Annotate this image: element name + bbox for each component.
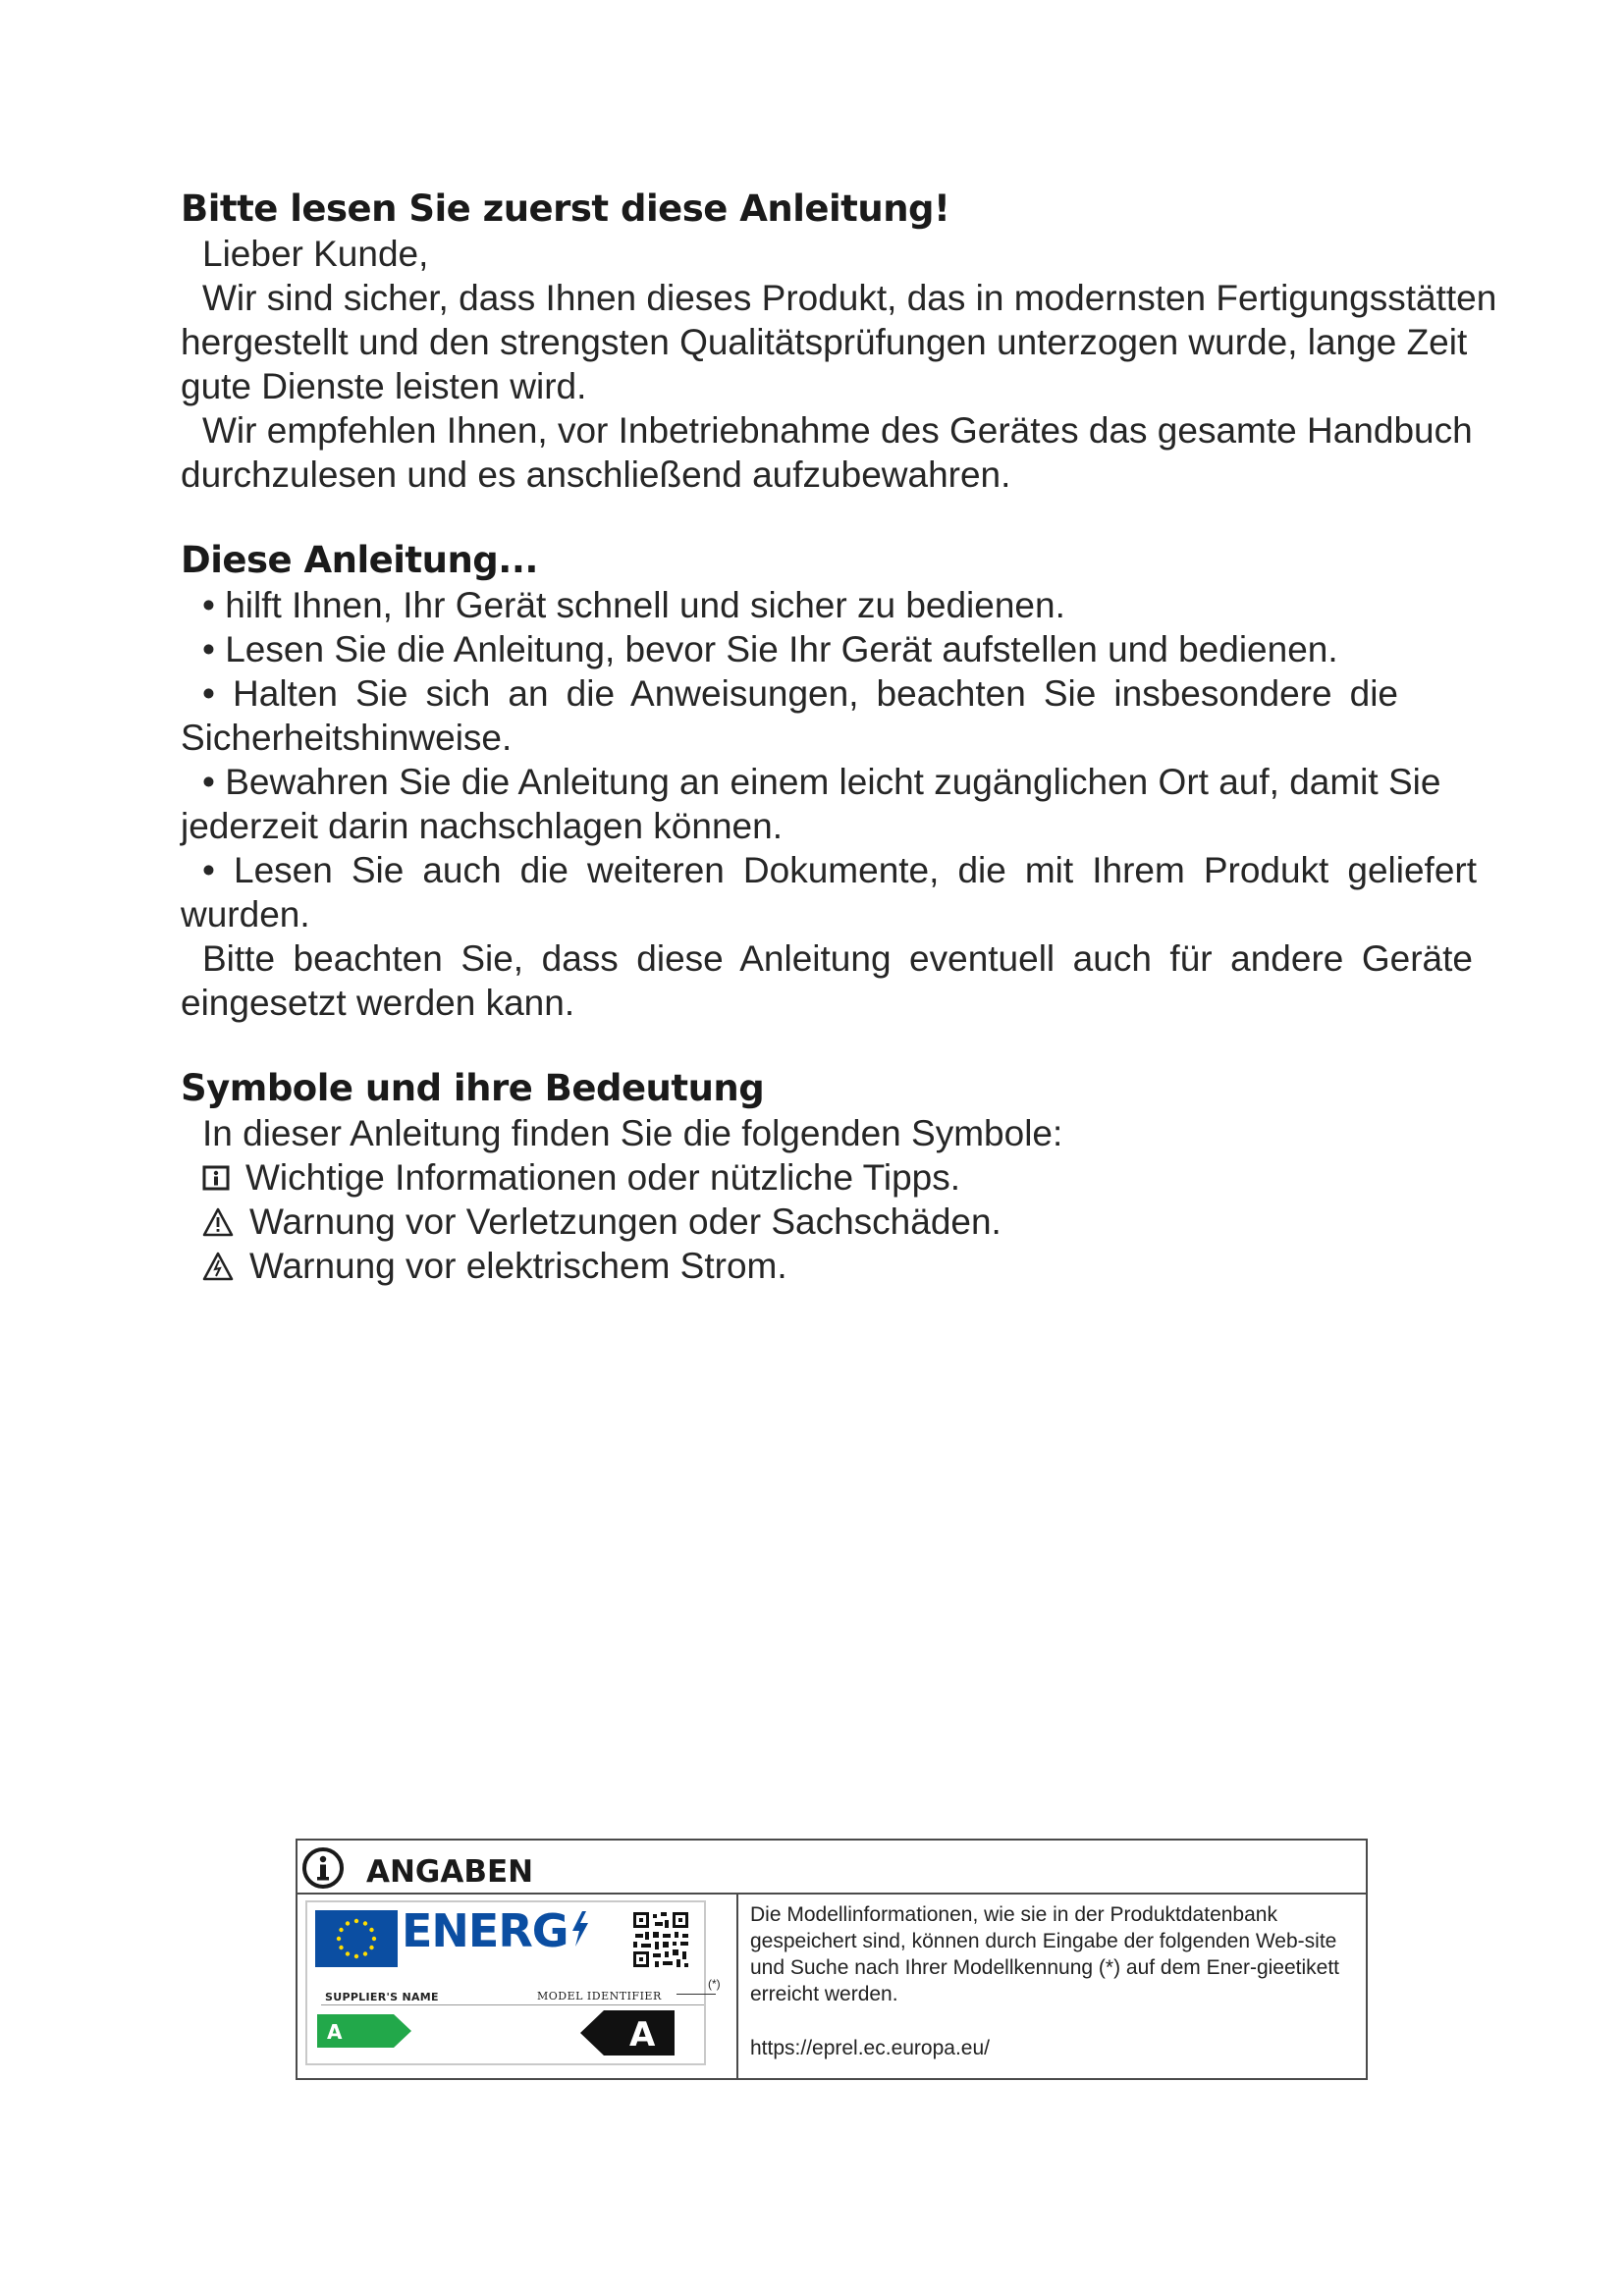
symbol-electric-text: Warnung vor elektrischem Strom.: [249, 1246, 787, 1286]
energy-label-panel: [298, 1895, 738, 2080]
qr-code-icon: [631, 1910, 690, 1969]
guide-bullet-1: • hilft Ihnen, Ihr Gerät schnell und sicher zu bedienen.: [202, 585, 1065, 625]
info-circle-icon: [301, 1846, 345, 1890]
supplier-name-label: SUPPLIER'S NAME: [325, 1991, 439, 2003]
energy-word: [402, 1904, 590, 1957]
class-big-text: A: [629, 2015, 656, 2055]
guide-bullet-4: • Bewahren Sie die Anleitung an einem leicht zugänglichen Ort auf, damit Sie jederzeit darin nachschlagen können.: [181, 762, 1441, 846]
symbols-section: [181, 1066, 1502, 1288]
model-identifier-label: MODEL IDENTIFIER: [537, 1990, 662, 2002]
info-box-description: Die Modellinformationen, wie sie in der Produktdatenbank gespeichert sind, können durch Eingabe der folgenden Web-site und Suche nach Ihrer Modellkennung (*) auf dem Ener-gieetikett erreicht werden.: [750, 1903, 1340, 2005]
intro-paragraph-2: Wir empfehlen Ihnen, vor Inbetriebnahme des Gerätes das gesamte Handbuch durchzulesen und es anschließend aufzubewahren.: [181, 410, 1473, 495]
electric-warning-icon: [202, 1252, 234, 1281]
guide-section: [181, 538, 1502, 1025]
eprel-link[interactable]: https://eprel.ec.europa.eu/: [750, 2037, 990, 2059]
symbol-row-warning: [202, 1200, 1502, 1244]
info-box-text-panel: [750, 1901, 1349, 2061]
manual-content: [181, 187, 1502, 1329]
class-a-green-arrow: [317, 2014, 411, 2048]
intro-section: [181, 187, 1502, 497]
energy-label: [305, 1900, 706, 2065]
guide-bullet-5: • Lesen Sie auch die weiteren Dokumente, die mit Ihrem Produkt geliefert wurden.: [181, 850, 1477, 934]
class-small-text: A: [327, 2020, 343, 2044]
model-pointer-line: [677, 1994, 716, 1995]
warning-triangle-icon: [202, 1207, 234, 1237]
guide-bullet-2: • Lesen Sie die Anleitung, bevor Sie Ihr Gerät aufstellen und bedienen.: [202, 629, 1338, 669]
symbols-intro: In dieser Anleitung finden Sie die folgenden Symbole:: [202, 1113, 1063, 1153]
symbol-row-electric: [202, 1244, 1502, 1288]
intro-greeting: Lieber Kunde,: [202, 234, 429, 274]
guide-bullet-3: • Halten Sie sich an die Anweisungen, beachten Sie insbesondere die Sicherheitshinweise.: [181, 673, 1398, 758]
class-a-black-arrow: [580, 2010, 675, 2056]
info-icon: [202, 1164, 230, 1192]
guide-heading: Diese Anleitung...: [181, 539, 538, 581]
intro-heading: Bitte lesen Sie zuerst diese Anleitung!: [181, 187, 950, 230]
eu-flag-icon: [315, 1910, 398, 1967]
intro-paragraph-1: Wir sind sicher, dass Ihnen dieses Produkt, das in modernsten Fertigungsstätten hergestellt und den strengsten Qualitätsprüfungen unterzogen wurde, lange Zeit gute Dienste leisten wird.: [181, 278, 1497, 406]
symbols-heading: Symbole und ihre Bedeutung: [181, 1067, 765, 1109]
symbol-info-text: Wichtige Informationen oder nützliche Tipps.: [245, 1157, 961, 1198]
symbol-warning-text: Warnung vor Verletzungen oder Sachschäden.: [249, 1201, 1001, 1242]
symbol-row-info: [202, 1155, 1502, 1200]
guide-note: Bitte beachten Sie, dass diese Anleitung eventuell auch für andere Geräte eingesetzt werden kann.: [181, 938, 1473, 1023]
model-star-note: (*): [708, 1977, 721, 1991]
info-box-title: ANGABEN: [366, 1854, 534, 1890]
energy-word-text: ENERG: [402, 1904, 568, 1957]
info-box-header: [298, 1841, 1366, 1895]
lightning-icon: [568, 1909, 590, 1949]
label-rule: [321, 2004, 704, 2005]
info-box: [296, 1839, 1368, 2080]
